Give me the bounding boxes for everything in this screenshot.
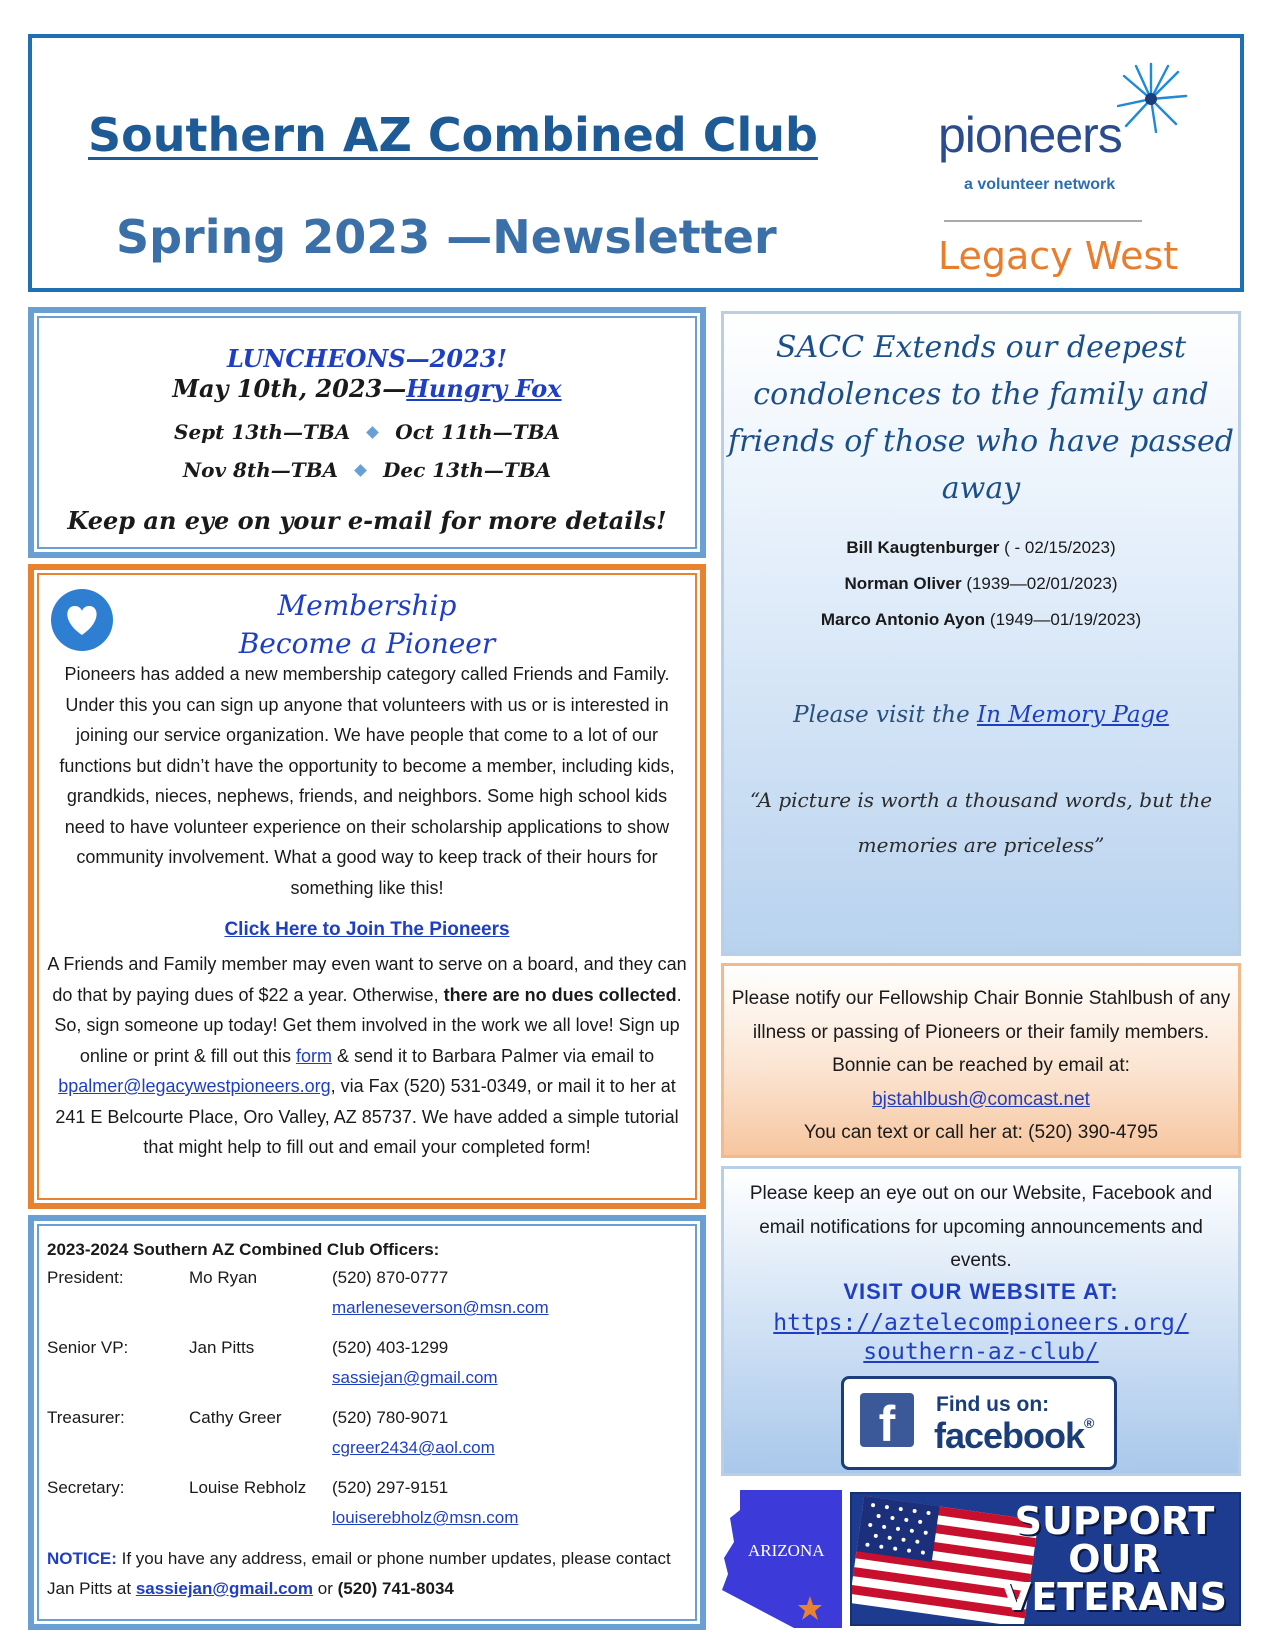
officer-role: President: — [47, 1268, 124, 1287]
diamond-icon — [366, 426, 379, 439]
bpalmer-email-link[interactable]: bpalmer@legacywestpioneers.org — [58, 1076, 331, 1096]
website-url-line1: https://aztelecompioneers.org/ — [773, 1310, 1189, 1336]
website-box — [721, 1166, 1241, 1476]
registered-mark: ® — [1084, 1415, 1094, 1431]
membership-inner — [37, 573, 697, 1200]
starburst-icon — [1114, 62, 1188, 136]
officers-inner — [37, 1224, 697, 1621]
officer-name: Louise Rebholz — [189, 1478, 307, 1497]
hungry-fox-link[interactable]: Hungry Fox — [406, 374, 562, 403]
membership-paragraph: Pioneers has added a new membership category called Friends and Family. Under this you can sign up anyone that volunteers with us or is interested in joining our service organization. We have people that come to a lot of our functions but didn’t have the opportunity to become a member, including kids, grandkids, nieces, nephews, friends, and neighbors. Some high school kids need to have volunteer experience on their scholarship applications to show community involvement. What a good way to keep track of their hours for something like this! — [59, 664, 675, 898]
dues-text: A Friends and Family member may even want to serve on a board, and they can do that by paying dues of $22 a year. Otherwise, — [47, 954, 687, 1005]
notice-phone: (520) 741-8034 — [337, 1579, 454, 1598]
facebook-wordmark — [934, 1415, 1093, 1457]
luncheon-date: Sept 13th—TBA — [174, 420, 351, 444]
officer-email-link[interactable]: marleneseverson@msn.com — [332, 1298, 549, 1317]
website-cta: VISIT OUR WEBSITE AT: — [843, 1279, 1119, 1304]
facebook-icon: f — [860, 1393, 914, 1447]
luncheons-note: Keep an eye on your e-mail for more details! — [67, 506, 667, 535]
memorial-name: Norman Oliver — [844, 574, 962, 593]
memorial-dates: (1939—02/01/2023) — [961, 574, 1118, 593]
page-title: Southern AZ Combined Club — [88, 108, 818, 162]
facebook-word: facebook — [934, 1415, 1085, 1456]
visit-text: Please visit the — [793, 702, 978, 728]
in-memory-page-link[interactable]: In Memory Page — [977, 702, 1169, 728]
no-dues-text: there are no dues collected — [443, 984, 677, 1005]
officer-name: Jan Pitts — [189, 1338, 255, 1357]
officer-email-link[interactable]: louiserebholz@msn.com — [332, 1508, 519, 1527]
send-text: & send it to Barbara Palmer via email to — [331, 1045, 655, 1066]
bonnie-email-link[interactable]: bjstahlbush@comcast.net — [872, 1088, 1090, 1110]
arizona-map-icon — [718, 1488, 844, 1630]
officer-phone: (520) 297-9151 — [332, 1478, 449, 1497]
membership-title — [39, 587, 695, 663]
notice-label: NOTICE: — [47, 1549, 117, 1568]
officer-phone: (520) 403-1299 — [332, 1338, 449, 1357]
notice-text — [47, 1544, 687, 1604]
memorial-quote: “A picture is worth a thousand words, but the memories are priceless” — [749, 788, 1213, 857]
officers-box — [28, 1215, 706, 1630]
officer-phone: (520) 780-9071 — [332, 1408, 449, 1427]
luncheons-title: LUNCHEONS—2023! — [226, 344, 507, 373]
support-veterans-banner — [850, 1492, 1241, 1626]
pioneers-logo — [930, 62, 1190, 278]
luncheons-box — [28, 307, 706, 558]
memorial-entry — [724, 610, 1238, 630]
luncheon-may-date: May 10th, 2023— — [172, 374, 407, 403]
join-pioneers-link[interactable]: Click Here to Join The Pioneers — [224, 919, 510, 940]
officer-email-link[interactable]: cgreer2434@aol.com — [332, 1438, 495, 1457]
memorial-name: Bill Kaugtenburger — [846, 538, 1000, 557]
website-url-line2: southern-az-club/ — [863, 1339, 1099, 1365]
memorial-name: Marco Antonio Ayon — [820, 610, 986, 629]
fellowship-notify-box — [721, 963, 1241, 1158]
website-url-link[interactable] — [724, 1309, 1238, 1367]
memorial-entry — [724, 538, 1238, 558]
officer-name: Mo Ryan — [189, 1268, 258, 1287]
memorial-dates: (1949—01/19/2023) — [985, 610, 1142, 629]
officer-role: Secretary: — [47, 1478, 125, 1497]
luncheon-row — [39, 458, 695, 482]
officer-email-link[interactable]: sassiejan@gmail.com — [332, 1368, 498, 1387]
notice-body: If you have any address, email or phone number updates, please contact Jan Pitts at — [47, 1549, 671, 1598]
officer-phone: (520) 870-0777 — [332, 1268, 449, 1287]
luncheon-date: Nov 8th—TBA — [182, 458, 339, 482]
newsletter-subtitle: Spring 2023 —Newsletter — [116, 210, 777, 264]
facebook-button[interactable] — [841, 1376, 1117, 1470]
newsletter-header — [28, 34, 1244, 292]
notice-or: or — [313, 1579, 338, 1598]
form-link[interactable]: form — [295, 1045, 332, 1066]
officer-role: Senior VP: — [47, 1338, 129, 1357]
luncheon-date: Dec 13th—TBA — [383, 458, 552, 482]
arizona-label: ARIZONA — [748, 1541, 825, 1560]
facebook-find-text: Find us on: — [936, 1393, 1050, 1416]
logo-tagline: a volunteer network — [964, 176, 1116, 193]
membership-paragraph-2 — [43, 949, 691, 1163]
logo-wordmark: pioneers — [938, 107, 1122, 163]
membership-title-line2: Become a Pioneer — [238, 627, 496, 660]
luncheon-may — [39, 374, 695, 403]
notify-content — [730, 982, 1232, 1150]
luncheons-inner — [37, 316, 697, 549]
notify-text: Please notify our Fellowship Chair Bonnie Stahlbush of any illness or passing of Pioneers or their family members. Bonnie can be reached by email at: — [731, 988, 1231, 1076]
memorial-entry — [724, 574, 1238, 594]
officer-role: Treasurer: — [47, 1408, 125, 1427]
condolences-title: SACC Extends our deepest condolences to the family and friends of those who have passed away — [728, 330, 1234, 506]
condolences-box — [721, 311, 1241, 956]
membership-title-line1: Membership — [277, 589, 457, 622]
logo-region: Legacy West — [938, 234, 1179, 278]
veterans-line3: VETERANS — [1001, 1575, 1227, 1619]
luncheon-row — [39, 420, 695, 444]
notify-phone: You can text or call her at: (520) 390-4795 — [803, 1122, 1159, 1143]
website-text: Please keep an eye out on our Website, Facebook and email notifications for upcoming announcements and events. — [749, 1183, 1213, 1271]
mail-text: , via Fax (520) 531-0349, or mail it to her at 241 E Belcourte Place, Oro Valley, AZ 85737. We have added a simple tutorial that might help to fill out and email your completed form! — [55, 1076, 679, 1157]
diamond-icon — [354, 464, 367, 477]
veterans-line1: SUPPORT — [1014, 1499, 1215, 1543]
memorial-dates: ( - 02/15/2023) — [999, 538, 1116, 557]
membership-box — [28, 564, 706, 1209]
notice-email-link[interactable]: sassiejan@gmail.com — [135, 1579, 314, 1598]
memory-page-line — [724, 702, 1238, 728]
veterans-line2: OUR — [1068, 1537, 1161, 1581]
logo-divider — [944, 220, 1142, 222]
officer-name: Cathy Greer — [189, 1408, 282, 1427]
signup-text: . So, sign someone up today! Get them involved in the work we all love! Sign up online or print & fill out this — [54, 984, 682, 1066]
officers-title: 2023-2024 Southern AZ Combined Club Officers: — [47, 1240, 440, 1259]
luncheon-date: Oct 11th—TBA — [395, 420, 560, 444]
veterans-text — [1001, 1499, 1227, 1619]
